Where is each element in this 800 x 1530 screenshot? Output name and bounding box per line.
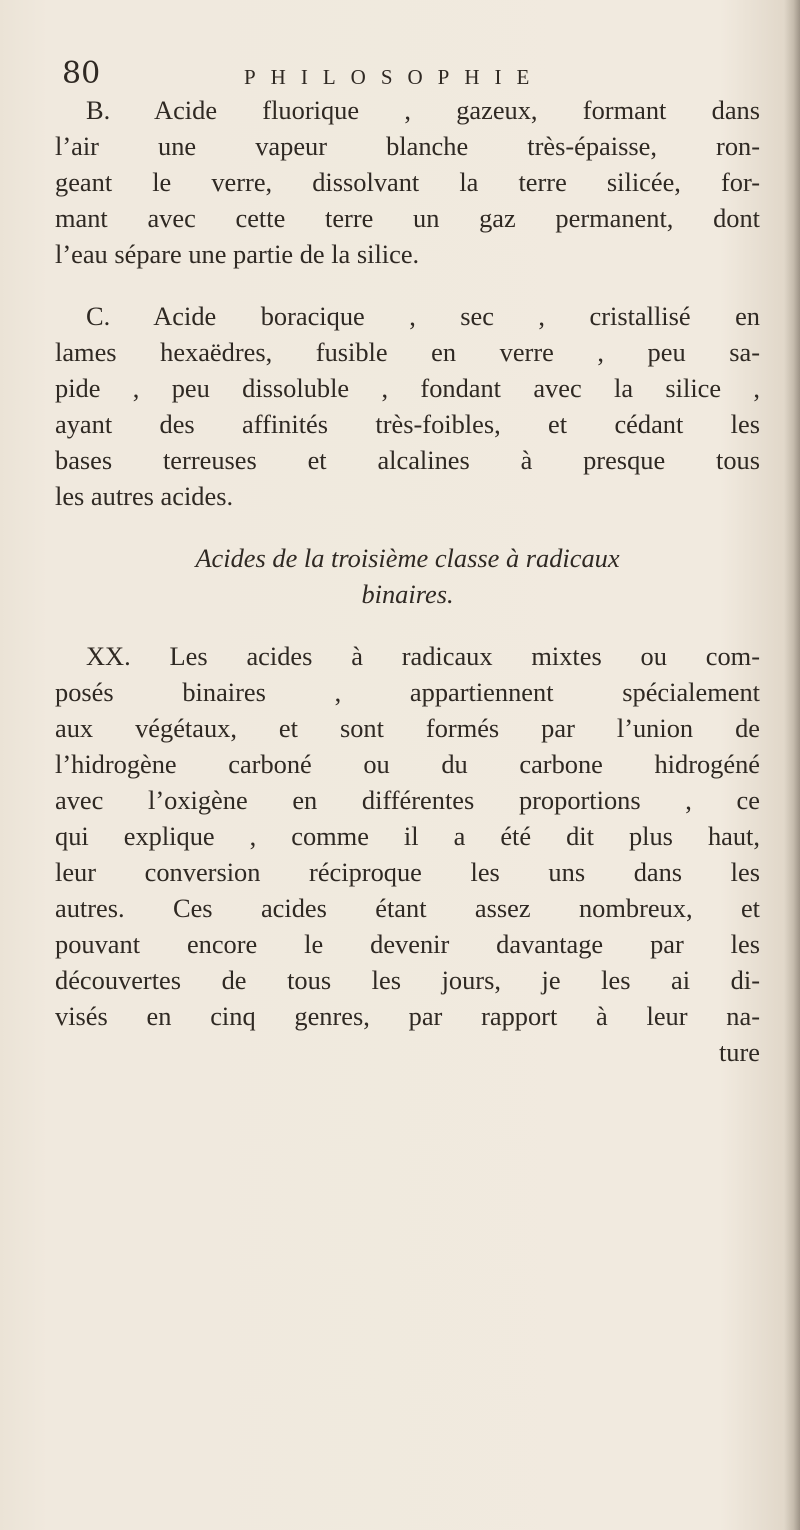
body-text: [55, 92, 760, 1070]
text-line: l’hidrogène carboné ou du carbone hidrogéné: [55, 749, 760, 779]
heading-line: binaires.: [361, 579, 454, 609]
text-line: l’air une vapeur blanche très-épaisse, ron-: [55, 131, 760, 161]
page-edge-shadow: [784, 0, 800, 1530]
paragraph-c: [55, 298, 760, 514]
paragraph-gap: [55, 514, 760, 540]
paragraph-gap: [55, 272, 760, 298]
section-heading: [55, 540, 760, 612]
text-line: B. Acide fluorique , gazeux, formant dans: [86, 95, 760, 125]
text-line: aux végétaux, et sont formés par l’union de: [55, 713, 760, 743]
text-line: les autres acides.: [55, 481, 234, 511]
text-line: découvertes de tous les jours, je les ai di-: [55, 965, 760, 995]
text-line: lames hexaëdres, fusible en verre , peu sa-: [55, 337, 760, 367]
text-line: qui explique , comme il a été dit plus haut,: [55, 821, 760, 851]
heading-line: Acides de la troisième classe à radicaux: [195, 543, 620, 573]
text-line: mant avec cette terre un gaz permanent, dont: [55, 203, 760, 233]
paragraph-gap: [55, 612, 760, 638]
text-line: posés binaires , appartiennent spécialement: [55, 677, 760, 707]
catchword: ture: [718, 1037, 760, 1067]
text-line: l’eau sépare une partie de la silice.: [55, 239, 420, 269]
text-line: bases terreuses et alcalines à presque tous: [55, 445, 760, 475]
text-line: C. Acide boracique , sec , cristallisé en: [86, 301, 760, 331]
text-line: geant le verre, dissolvant la terre silicée, for-: [55, 167, 760, 197]
text-line: autres. Ces acides étant assez nombreux, et: [55, 893, 760, 923]
text-line: pide , peu dissoluble , fondant avec la silice ,: [55, 373, 760, 403]
text-line: leur conversion réciproque les uns dans les: [55, 857, 760, 887]
text-line: XX. Les acides à radicaux mixtes ou com-: [86, 641, 760, 671]
text-line: visés en cinq genres, par rapport à leur na-: [55, 1001, 760, 1031]
page-header: [62, 56, 752, 96]
page-number: 80: [62, 56, 101, 91]
text-line: ayant des affinités très-foibles, et cédant les: [55, 409, 760, 439]
text-line: avec l’oxigène en différentes proportions , ce: [55, 785, 760, 815]
paragraph-b: [55, 92, 760, 272]
running-head: PHILOSOPHIE: [244, 65, 545, 89]
paragraph-xx: [55, 638, 760, 1070]
text-line: pouvant encore le devenir davantage par les: [55, 929, 760, 959]
